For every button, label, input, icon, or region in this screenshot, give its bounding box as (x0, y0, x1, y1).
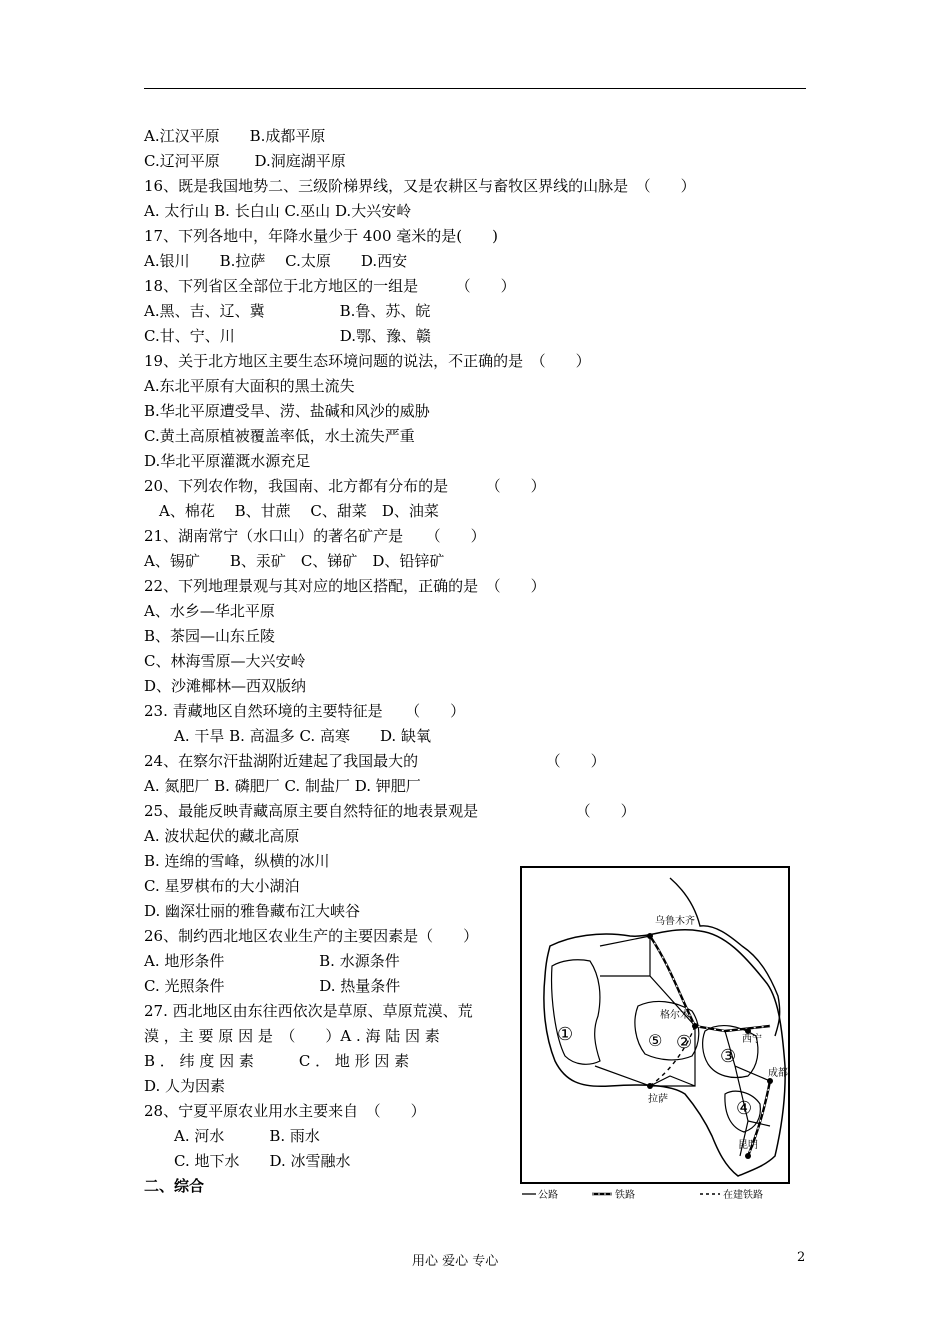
region-label: ③ (720, 1046, 737, 1067)
city-label: 乌鲁木齐 (655, 916, 695, 927)
question-line: D. 人为因素 (144, 1077, 226, 1095)
question-line: D、沙滩椰林—西双版纳 (144, 677, 307, 695)
question-line: A. 太行山 B. 长白山 C.巫山 D.大兴安岭 (144, 202, 412, 220)
question-line: 26、制约西北地区农业生产的主要因素是（ ） (144, 927, 479, 945)
question-line: 23. 青藏地区自然环境的主要特征是 （ ） (144, 702, 466, 720)
question-line: 19、关于北方地区主要生态环境问题的说法，不正确的是 （ ） (144, 352, 591, 370)
city-label: 拉萨 (648, 1094, 668, 1105)
question-line: A、棉花 B、甘蔗 C、甜菜 D、油菜 (144, 502, 439, 520)
question-line: C. 地下水 D. 冰雪融水 (144, 1152, 351, 1170)
question-line: 21、湖南常宁（水口山）的著名矿产是 （ ） (144, 527, 486, 545)
question-line: 17、下列各地中，年降水量少于 400 毫米的是( ) (144, 227, 498, 245)
legend-label: 在建铁路 (723, 1190, 763, 1201)
city-label: 成都 (768, 1068, 788, 1079)
question-line: B.华北平原遭受旱、涝、盐碱和风沙的威胁 (144, 402, 430, 420)
city-dot (647, 1083, 653, 1089)
question-line: D.华北平原灌溉水源充足 (144, 452, 311, 470)
header-rule (144, 88, 806, 89)
question-line: B、茶园—山东丘陵 (144, 627, 276, 645)
question-line: A. 河水 B. 雨水 (144, 1127, 320, 1145)
question-line: A.银川 B.拉萨 C.太原 D.西安 (144, 252, 408, 270)
city-dot (692, 1023, 698, 1029)
question-line: 20、下列农作物，我国南、北方都有分布的是 （ ） (144, 477, 546, 495)
question-line: A.黑、吉、辽、冀 B.鲁、苏、皖 (144, 302, 431, 320)
question-line: B ． 纬 度 因 素 C ． 地 形 因 素 (144, 1052, 410, 1070)
region-label: ⑤ (648, 1031, 663, 1050)
question-line: A、锡矿 B、汞矿 C、锑矿 D、铅锌矿 (144, 552, 445, 570)
question-line: C. 光照条件 D. 热量条件 (144, 977, 401, 995)
question-line: A.江汉平原 B.成都平原 (144, 127, 326, 145)
question-line: 16、既是我国地势二、三级阶梯界线，又是农耕区与畜牧区界线的山脉是 （ ） (144, 177, 696, 195)
question-line: 28、宁夏平原农业用水主要来自 （ ） (144, 1102, 426, 1120)
question-line: D. 幽深壮丽的雅鲁藏布江大峡谷 (144, 902, 361, 920)
question-line: A. 干旱 B. 高温多 C. 高寒 D. 缺氧 (144, 727, 431, 745)
city-dot (745, 1153, 751, 1159)
page-number: 2 (797, 1250, 806, 1265)
footer-motto: 用心 爱心 专心 (412, 1254, 499, 1269)
question-line: 24、在察尔汗盐湖附近建起了我国最大的 （ ） (144, 752, 606, 770)
question-line: 25、最能反映青藏高原主要自然特征的地表景观是 （ ） (144, 802, 636, 820)
question-line: 22、下列地理景观与其对应的地区搭配，正确的是 （ ） (144, 577, 546, 595)
legend-label: 铁路 (615, 1190, 635, 1201)
region-label: ② (676, 1032, 693, 1053)
question-line: A. 氮肥厂 B. 磷肥厂 C. 制盐厂 D. 钾肥厂 (144, 777, 421, 795)
question-line: B. 连绵的雪峰，纵横的冰川 (144, 852, 330, 870)
region-label: ④ (736, 1098, 753, 1119)
section-title: 二、综合 (144, 1177, 205, 1195)
map-figure (520, 866, 790, 1202)
city-dot (647, 933, 653, 939)
question-line: A.东北平原有大面积的黑土流失 (144, 377, 355, 395)
question-line: A. 波状起伏的藏北高原 (144, 827, 300, 845)
question-line: C.甘、宁、川 D.鄂、豫、赣 (144, 327, 431, 345)
question-line: C、林海雪原—大兴安岭 (144, 652, 306, 670)
city-label: 昆明 (738, 1140, 758, 1151)
region-label: ① (557, 1024, 574, 1045)
question-line: 18、下列省区全部位于北方地区的一组是 （ ） (144, 277, 516, 295)
question-line: A. 地形条件 B. 水源条件 (144, 952, 400, 970)
city-label: 西宁 (742, 1034, 762, 1045)
city-label: 格尔木 (660, 1010, 690, 1021)
legend-label: 公路 (538, 1190, 558, 1201)
question-line: C.辽河平原 D.洞庭湖平原 (144, 152, 346, 170)
question-line: C. 星罗棋布的大小湖泊 (144, 877, 300, 895)
question-line: 漠 ，主 要 原 因 是 （ ）A . 海 陆 因 素 (144, 1027, 440, 1045)
question-line: A、水乡—华北平原 (144, 602, 275, 620)
question-line: 27. 西北地区由东往西依次是草原、草原荒漠、荒 (144, 1002, 473, 1020)
question-line: C.黄土高原植被覆盖率低，水土流失严重 (144, 427, 415, 445)
